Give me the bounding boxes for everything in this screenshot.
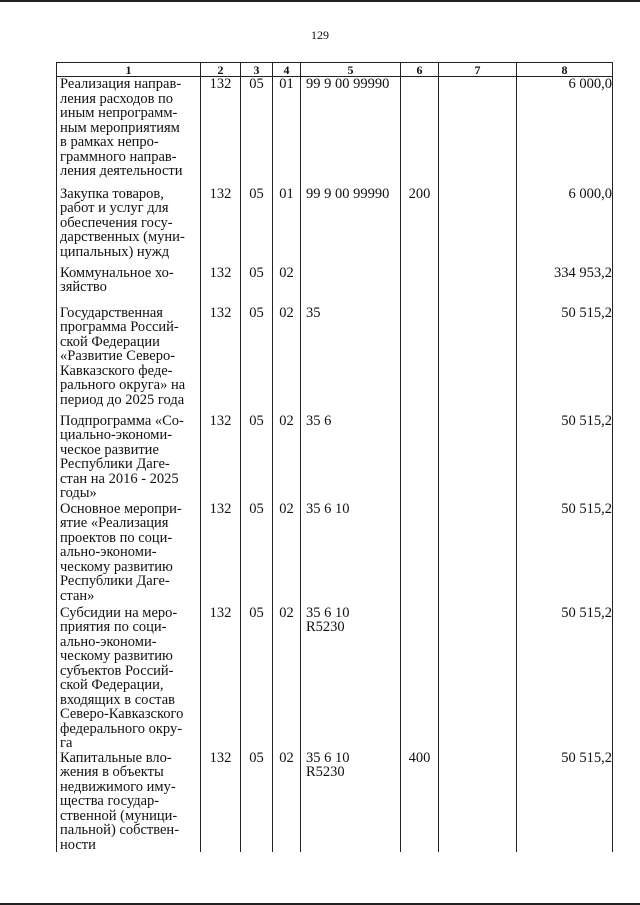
scan-top-edge — [0, 0, 640, 2]
page-number: 129 — [311, 28, 329, 42]
cell-col4: 01 — [273, 77, 301, 187]
row-name: Субсидии на меро- приятия по соци- ально-экономи- ческому развитию субъектов Россий- ской Федерации, входящих в состав Северо-Кавказского федерального окру- га — [60, 604, 184, 751]
row-name: Подпрограмма «Со- циально-экономи- ческое развитие Республики Даге- стан на 2016 - 2025 годы» — [60, 412, 184, 501]
cell-col8: 50 515,2 — [517, 606, 613, 751]
cell-col7 — [439, 606, 517, 751]
table-row — [57, 77, 613, 187]
cell-col8: 50 515,2 — [517, 306, 613, 414]
cell-col8: 334 953,2 — [517, 266, 613, 306]
cell-col3: 05 — [241, 306, 273, 414]
cell-col6: 400 — [401, 751, 439, 853]
cell-col2: 132 — [201, 606, 241, 751]
cell-col6 — [401, 502, 439, 606]
row-name: Закупка товаров, работ и услуг для обеспечения госу- дарственных (муни- ципальных) нужд — [60, 185, 185, 260]
table-row — [57, 414, 613, 502]
cell-col7 — [439, 187, 517, 266]
row-name: Государственная программа Россий- ской Федерации «Развитие Северо- Кавказского феде- рального округа» на период до 2025 года — [60, 304, 186, 408]
cell-col8: 50 515,2 — [517, 502, 613, 606]
cell-col8: 50 515,2 — [517, 414, 613, 502]
cell-col3: 05 — [241, 266, 273, 306]
cell-col7 — [439, 751, 517, 853]
cell-col8: 6 000,0 — [517, 77, 613, 187]
cell-col5: 99 9 00 99990 — [306, 185, 390, 202]
cell-col2: 132 — [201, 77, 241, 187]
cell-col6 — [401, 306, 439, 414]
cell-col3: 05 — [241, 414, 273, 502]
cell-col4: 02 — [273, 266, 301, 306]
column-header: 5 — [301, 63, 401, 77]
cell-col6 — [401, 266, 439, 306]
budget-table — [56, 62, 613, 852]
cell-col5: 35 6 — [306, 412, 332, 429]
cell-col5: 35 6 10 R5230 — [306, 749, 350, 780]
cell-col4: 02 — [273, 414, 301, 502]
cell-col7 — [439, 77, 517, 187]
cell-col7 — [439, 414, 517, 502]
cell-col2: 132 — [201, 187, 241, 266]
row-name: Основное меропри- ятие «Реализация проектов по соци- ально-экономи- ческому развитию Республики Даге- стан» — [60, 500, 182, 604]
cell-col4: 01 — [273, 187, 301, 266]
cell-col3: 05 — [241, 751, 273, 853]
cell-col3: 05 — [241, 502, 273, 606]
table-row — [57, 187, 613, 266]
column-header: 7 — [439, 63, 517, 77]
column-header: 3 — [241, 63, 273, 77]
column-header: 6 — [401, 63, 439, 77]
cell-col7 — [439, 266, 517, 306]
cell-col4: 02 — [273, 751, 301, 853]
cell-col8: 50 515,2 — [517, 751, 613, 853]
cell-col2: 132 — [201, 414, 241, 502]
cell-col7 — [439, 306, 517, 414]
cell-col7 — [439, 502, 517, 606]
cell-col3: 05 — [241, 606, 273, 751]
column-header: 4 — [273, 63, 301, 77]
column-header: 2 — [201, 63, 241, 77]
cell-col4: 02 — [273, 606, 301, 751]
cell-col6: 200 — [401, 187, 439, 266]
row-name: Реализация направ- ления расходов по иным непрограмм- ным мероприятиям в рамках непро- граммного направ- ления деятельности — [60, 76, 183, 179]
table-row — [57, 502, 613, 606]
cell-col5: 99 9 00 99990 — [306, 76, 390, 92]
cell-col3: 05 — [241, 77, 273, 187]
table-row — [57, 266, 613, 306]
cell-col5: 35 — [306, 304, 321, 321]
cell-col6 — [401, 606, 439, 751]
column-header: 8 — [517, 63, 613, 77]
row-name: Капитальные вло- жения в объекты недвижимого иму- щества государ- ственной (муници- пальной) собствен- ности — [60, 749, 180, 853]
cell-col4: 02 — [273, 502, 301, 606]
cell-col6 — [401, 414, 439, 502]
cell-col8: 6 000,0 — [517, 187, 613, 266]
row-name: Коммунальное хо- зяйство — [60, 264, 174, 295]
header-row — [57, 63, 613, 77]
cell-col2: 132 — [201, 306, 241, 414]
cell-col5: 35 6 10 — [306, 500, 350, 517]
cell-col4: 02 — [273, 306, 301, 414]
cell-col2: 132 — [201, 751, 241, 853]
table-row — [57, 751, 613, 853]
cell-col3: 05 — [241, 187, 273, 266]
table-row — [57, 606, 613, 751]
cell-col2: 132 — [201, 502, 241, 606]
cell-col2: 132 — [201, 266, 241, 306]
cell-col5: 35 6 10 R5230 — [306, 604, 350, 635]
cell-col6 — [401, 77, 439, 187]
column-header: 1 — [57, 63, 201, 77]
table-row — [57, 306, 613, 414]
